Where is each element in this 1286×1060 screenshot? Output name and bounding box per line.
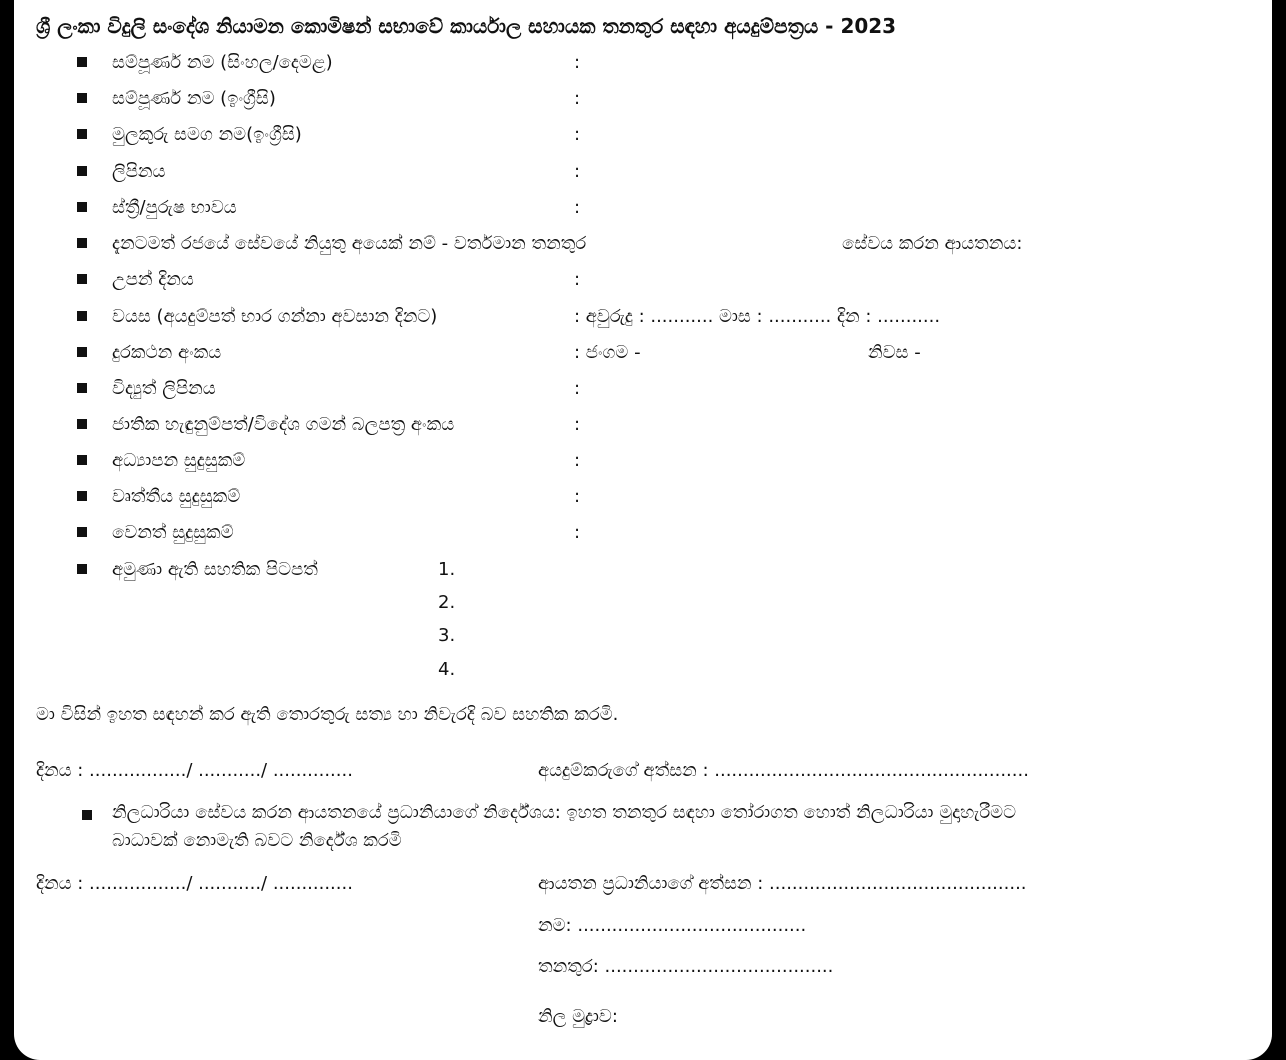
field-label: අමුණා ඇති සහතික පිටපත් — [112, 559, 318, 580]
bullet-icon — [77, 419, 87, 429]
field-colon: : — [574, 161, 581, 182]
head-designation-line: තනතුර: ........................................ — [538, 956, 834, 977]
attachment-number: 3. — [438, 625, 456, 646]
field-colon: : — [574, 52, 581, 73]
bullet-icon — [77, 274, 87, 284]
attachment-number: 2. — [438, 592, 456, 613]
applicant-date-line: දිනය : ................./ .........../ .............. — [36, 760, 353, 781]
field-mobile-label: : ජංගම - — [574, 342, 641, 363]
field-age-breakdown: : අවුරුදු : ........... මාස : ........... දින : ........... — [574, 306, 941, 327]
field-home-label: නිවස - — [868, 342, 921, 363]
bullet-icon — [77, 166, 87, 176]
field-address — [14, 157, 1272, 189]
field-gender — [14, 193, 1272, 225]
field-colon: : — [574, 450, 581, 471]
field-label: ස්ත්‍රී/පුරුෂ භාවය — [112, 197, 237, 218]
field-label: වෙනත් සුදුසුකම් — [112, 522, 234, 543]
bullet-icon — [77, 347, 87, 357]
recommendation-text-line-2: බාධාවක් නොමැති බවට නිර්දේශ කරමි — [112, 830, 402, 851]
attachment-number: 4. — [438, 659, 456, 680]
field-colon: : — [574, 486, 581, 507]
bullet-icon — [77, 455, 87, 465]
head-signature-line: ආයතන ප්‍රධානියාගේ අත්සන : ............................................. — [538, 873, 1027, 894]
field-label: උපන් දිනය — [112, 269, 194, 290]
application-form-sheet — [14, 0, 1272, 1060]
bullet-icon — [82, 810, 92, 820]
bullet-icon — [77, 93, 87, 103]
field-professional-qualifications — [14, 482, 1272, 514]
field-colon: : — [574, 269, 581, 290]
official-stamp-label: නිල මුද්‍රාව: — [538, 1006, 618, 1027]
field-label: ජාතික හැඳුනුම්පත්/විදේශ ගමන් බලපත්‍ර අංකය — [112, 414, 455, 435]
field-label: දුරකථන අංකය — [112, 342, 222, 363]
field-colon: : — [574, 124, 581, 145]
bullet-icon — [77, 527, 87, 537]
bullet-icon — [77, 383, 87, 393]
field-colon: : — [574, 197, 581, 218]
bullet-icon — [77, 564, 87, 574]
bullet-icon — [77, 238, 87, 248]
field-label: වයස (අයදුම්පත් භාර ගන්නා අවසාන දිනට) — [112, 306, 438, 327]
field-label: විද්‍යුත් ලිපිනය — [112, 378, 216, 399]
field-educational-qualifications — [14, 446, 1272, 478]
field-name-with-initials — [14, 120, 1272, 152]
field-full-name-sinhala-tamil — [14, 48, 1272, 80]
field-email — [14, 374, 1272, 406]
recommendation-text-line-1: නිලධාරියා සේවය කරන ආයතනයේ ප්‍රධානියාගේ නිර්දේශය: ඉහත තනතුර සඳහා තෝරාගත හොත් නිලධාරියා මුදාහැරීමට — [112, 802, 1017, 823]
field-nic-passport — [14, 410, 1272, 442]
field-full-name-english — [14, 84, 1272, 116]
field-label: මුලකුරු සමග නම(ඉංග්‍රීසි) — [112, 124, 302, 145]
field-colon: : — [574, 88, 581, 109]
field-age — [14, 302, 1272, 334]
field-label: අධ්‍යාපන සුදුසුකම් — [112, 450, 246, 471]
declaration-text: මා විසින් ඉහත සඳහන් කර ඇති තොරතුරු සත්‍ය හා නිවැරදි බව සහතික කරමි. — [36, 704, 619, 725]
bullet-icon — [77, 57, 87, 67]
field-label: සම්පූර්ණ නම (ඉංග්‍රීසි) — [112, 88, 276, 109]
field-current-government-post — [14, 229, 1272, 261]
field-label: සම්පූර්ණ නම (සිංහල/දෙමළ) — [112, 52, 333, 73]
field-label: දැනටමත් රජයේ සේවයේ නියුතු අයෙක් නම් - වර්තමාන තනතුර — [112, 233, 587, 254]
form-title: ශ්‍රී ලංකා විදුලි සංදේශ නියාමන කොමිෂන් සභාවේ කාර්යාල සහායක තනතුර සඳහා අයදුම්පත්‍රය - 2023 — [36, 14, 897, 38]
applicant-signature-line: අයදුම්කරුගේ අත්සන : ....................................................... — [538, 760, 1029, 781]
attachment-number: 1. — [438, 559, 456, 580]
bullet-icon — [77, 311, 87, 321]
head-name-line: නම: ........................................ — [538, 915, 807, 936]
field-attached-certificates — [14, 555, 1272, 587]
bullet-icon — [77, 491, 87, 501]
field-colon: : — [574, 414, 581, 435]
bullet-icon — [77, 129, 87, 139]
field-telephone — [14, 338, 1272, 370]
field-label: වෘත්තීය සුදුසුකම් — [112, 486, 241, 507]
field-other-qualifications — [14, 518, 1272, 550]
head-date-line: දිනය : ................./ .........../ .............. — [36, 873, 353, 894]
bullet-icon — [77, 202, 87, 212]
field-date-of-birth — [14, 265, 1272, 297]
field-serving-institution-label: සේවය කරන ආයතනය: — [842, 233, 1023, 254]
field-colon: : — [574, 522, 581, 543]
field-label: ලිපිනය — [112, 161, 166, 182]
field-colon: : — [574, 378, 581, 399]
